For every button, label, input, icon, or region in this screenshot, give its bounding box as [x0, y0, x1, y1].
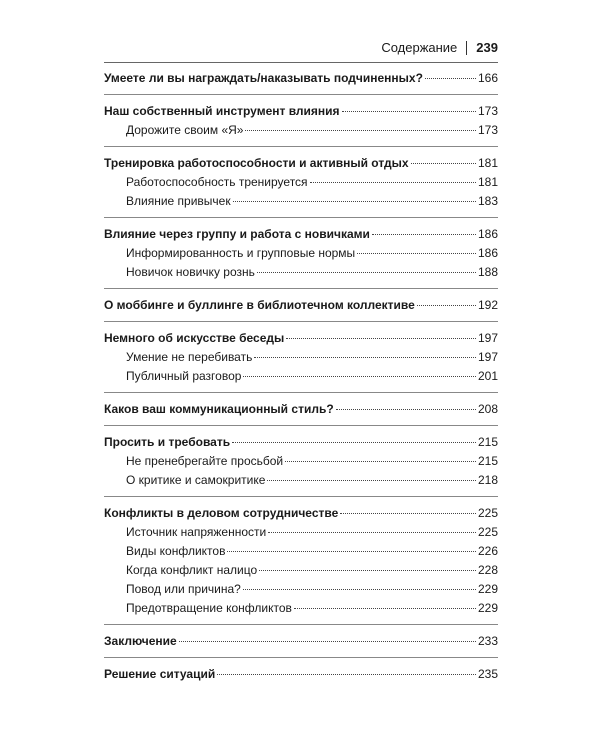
dot-leader — [233, 201, 476, 202]
toc-entry-title: Виды конфликтов — [126, 544, 226, 558]
dot-leader — [342, 111, 476, 112]
toc-entry-page: 166 — [477, 71, 498, 85]
toc-chapter — [104, 433, 498, 452]
dot-leader — [267, 480, 476, 481]
toc-entry-title: Не пренебрегайте просьбой — [126, 454, 284, 468]
toc-entry-page: 225 — [477, 506, 498, 520]
toc-chapter — [104, 665, 498, 684]
toc-entry-title: Умение не перебивать — [126, 350, 253, 364]
toc-subsection — [104, 192, 498, 211]
toc-entry-page: 228 — [477, 563, 498, 577]
toc-entry-page: 188 — [477, 265, 498, 279]
toc-chapter — [104, 225, 498, 244]
toc-section — [104, 296, 498, 322]
toc-entry-title: Заключение — [104, 634, 177, 648]
toc-subsection — [104, 263, 498, 282]
toc-entry-page: 181 — [477, 156, 498, 170]
dot-leader — [310, 182, 476, 183]
dot-leader — [232, 442, 476, 443]
toc-subsection — [104, 348, 498, 367]
toc-entry-page: 208 — [477, 402, 498, 416]
dot-leader — [417, 305, 476, 306]
dot-leader — [245, 130, 476, 131]
toc-entry-title: Дорожите своим «Я» — [126, 123, 244, 137]
toc-entry-page: 197 — [477, 350, 498, 364]
toc-chapter — [104, 69, 498, 88]
dot-leader — [411, 163, 476, 164]
dot-leader — [217, 674, 476, 675]
dot-leader — [243, 376, 476, 377]
dot-leader — [268, 532, 476, 533]
toc-entry-page: 186 — [477, 246, 498, 260]
toc-subsection — [104, 367, 498, 386]
toc-entry-title: Публичный разговор — [126, 369, 242, 383]
dot-leader — [243, 589, 476, 590]
dot-leader — [257, 272, 476, 273]
page-number: 239 — [476, 40, 498, 55]
toc-section — [104, 632, 498, 658]
toc-entry-page: 192 — [477, 298, 498, 312]
toc-entry-page: 183 — [477, 194, 498, 208]
toc-entry-title: Просить и требовать — [104, 435, 231, 449]
toc-entry-title: Информированность и групповые нормы — [126, 246, 356, 260]
toc-subsection — [104, 244, 498, 263]
toc-entry-title: Повод или причина? — [126, 582, 241, 596]
toc-section — [104, 400, 498, 426]
dot-leader — [336, 409, 476, 410]
toc-entry-title: Работоспособность тренируется — [126, 175, 308, 189]
toc-entry-title: Предотвращение конфликтов — [126, 601, 292, 615]
toc-entry-title: Каков ваш коммуникационный стиль? — [104, 402, 334, 416]
toc-section — [104, 225, 498, 289]
toc-entry-title: О критике и самокритике — [126, 473, 266, 487]
toc-entry-title: Наш собственный инструмент влияния — [104, 104, 340, 118]
dot-leader — [227, 551, 476, 552]
toc-entry-page: 215 — [477, 454, 498, 468]
dot-leader — [254, 357, 476, 358]
running-header — [381, 40, 498, 55]
toc-section — [104, 154, 498, 218]
toc-entry-page: 173 — [477, 123, 498, 137]
toc-subsection — [104, 599, 498, 618]
toc-entry-page: 215 — [477, 435, 498, 449]
toc-entry-title: Конфликты в деловом сотрудничестве — [104, 506, 339, 520]
toc-entry-page: 233 — [477, 634, 498, 648]
dot-leader — [286, 338, 476, 339]
dot-leader — [372, 234, 476, 235]
toc-entry-page: 229 — [477, 582, 498, 596]
dot-leader — [425, 78, 476, 79]
toc-subsection — [104, 542, 498, 561]
dot-leader — [179, 641, 476, 642]
toc-chapter — [104, 102, 498, 121]
toc-entry-page: 226 — [477, 544, 498, 558]
dot-leader — [357, 253, 476, 254]
toc-subsection — [104, 580, 498, 599]
toc-entry-page: 181 — [477, 175, 498, 189]
toc-entry-title: Тренировка работоспособности и активный отдых — [104, 156, 409, 170]
toc-subsection — [104, 173, 498, 192]
header-title: Содержание — [381, 40, 458, 55]
toc-section — [104, 433, 498, 497]
toc-entry-title: Влияние через группу и работа с новичками — [104, 227, 370, 241]
toc-subsection — [104, 523, 498, 542]
table-of-contents — [104, 69, 498, 697]
toc-entry-page: 235 — [477, 667, 498, 681]
toc-chapter — [104, 296, 498, 315]
dot-leader — [259, 570, 476, 571]
toc-entry-page: 197 — [477, 331, 498, 345]
toc-entry-title: Источник напряженности — [126, 525, 267, 539]
toc-section — [104, 504, 498, 625]
toc-chapter — [104, 400, 498, 419]
toc-chapter — [104, 504, 498, 523]
toc-entry-page: 218 — [477, 473, 498, 487]
toc-section — [104, 665, 498, 690]
toc-entry-page: 186 — [477, 227, 498, 241]
toc-chapter — [104, 632, 498, 651]
header-rule — [104, 62, 498, 63]
toc-section — [104, 69, 498, 95]
toc-entry-title: Когда конфликт налицо — [126, 563, 258, 577]
toc-subsection — [104, 121, 498, 140]
toc-entry-title: Решение ситуаций — [104, 667, 216, 681]
toc-entry-page: 173 — [477, 104, 498, 118]
toc-section — [104, 329, 498, 393]
toc-subsection — [104, 452, 498, 471]
dot-leader — [340, 513, 476, 514]
toc-section — [104, 102, 498, 147]
toc-entry-page: 225 — [477, 525, 498, 539]
toc-entry-title: Немного об искусстве беседы — [104, 331, 285, 345]
toc-subsection — [104, 561, 498, 580]
toc-entry-title: О моббинге и буллинге в библиотечном коллективе — [104, 298, 415, 312]
toc-chapter — [104, 329, 498, 348]
toc-entry-title: Умеете ли вы награждать/наказывать подчиненных? — [104, 71, 423, 85]
toc-entry-page: 201 — [477, 369, 498, 383]
toc-entry-title: Влияние привычек — [126, 194, 231, 208]
dot-leader — [285, 461, 476, 462]
toc-entry-page: 229 — [477, 601, 498, 615]
dot-leader — [294, 608, 476, 609]
header-separator — [466, 41, 467, 55]
toc-subsection — [104, 471, 498, 490]
toc-entry-title: Новичок новичку рознь — [126, 265, 255, 279]
toc-chapter — [104, 154, 498, 173]
